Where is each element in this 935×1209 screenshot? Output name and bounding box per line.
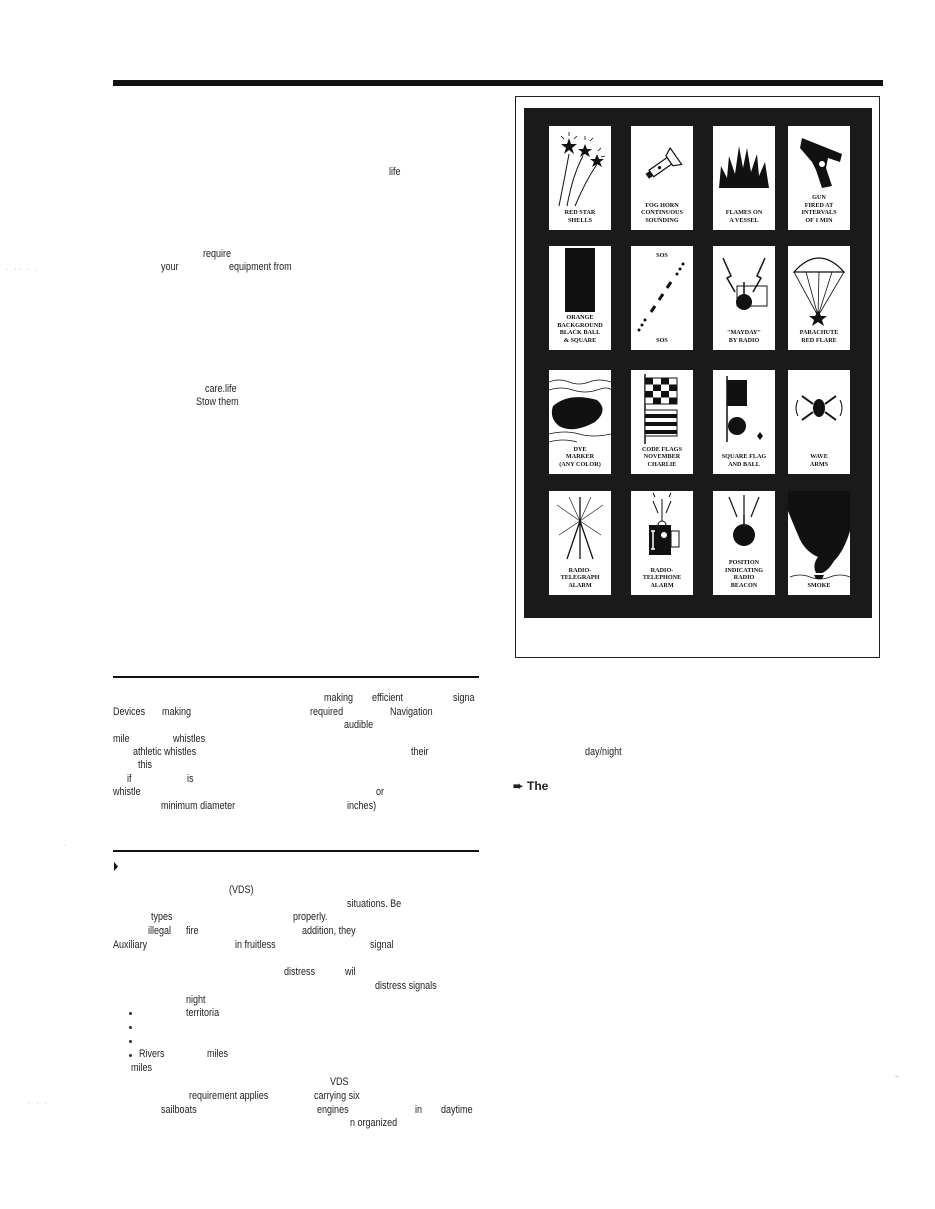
scan-speck: ~ xyxy=(895,1074,902,1081)
card-caption: RADIO- TELEPHONE ALARM xyxy=(642,566,682,589)
bullet xyxy=(129,1012,132,1015)
header-rule xyxy=(113,80,883,86)
card-wave-arms xyxy=(788,370,850,474)
text-fragment: illegal xyxy=(148,925,172,937)
text-fragment: distress signals xyxy=(375,980,437,992)
card-parachute-flare xyxy=(788,246,850,350)
text-fragment: wil xyxy=(345,966,356,978)
text-fragment: life xyxy=(389,166,401,178)
distress-signal-chart xyxy=(524,108,872,618)
text-fragment: mile xyxy=(113,733,130,745)
card-caption: FLAMES ON A VESSEL xyxy=(725,209,763,224)
card-caption: RADIO- TELEGRAPH ALARM xyxy=(560,566,600,589)
text-fragment: night xyxy=(186,994,206,1006)
text-fragment: your xyxy=(161,261,179,273)
smoke-icon xyxy=(788,491,850,595)
text-fragment: n organized xyxy=(350,1117,398,1129)
card-sos-light xyxy=(631,246,693,350)
card-dye-marker xyxy=(549,370,611,474)
bullet xyxy=(129,1026,132,1029)
text-fragment: carrying six xyxy=(314,1090,360,1102)
text-fragment: whistles xyxy=(173,733,206,745)
card-flames-on-vessel xyxy=(713,126,775,230)
text-fragment: signa xyxy=(453,692,475,704)
text-fragment: situations. Be xyxy=(347,898,402,910)
card-caption: "MAYDAY" BY RADIO xyxy=(727,329,761,344)
text-fragment: territoria xyxy=(186,1007,220,1019)
card-gun-fired xyxy=(788,126,850,230)
scan-speck: · · · xyxy=(28,1100,49,1107)
card-orange-background xyxy=(549,246,611,350)
scan-speck: · ·· · . xyxy=(6,266,40,273)
text-fragment: miles xyxy=(131,1062,153,1074)
text-fragment: (VDS) xyxy=(229,884,254,896)
text-fragment: types xyxy=(151,911,173,923)
text-fragment: athletic whistles xyxy=(133,746,197,758)
card-caption: SMOKE xyxy=(807,581,831,589)
text-fragment: care.life xyxy=(205,383,237,395)
text-fragment: Navigation xyxy=(390,706,433,718)
text-fragment: making xyxy=(162,706,192,718)
card-epirb xyxy=(713,491,775,595)
text-fragment: sailboats xyxy=(161,1104,197,1116)
card-caption: GUN FIRED AT INTERVALS OF 1 MIN xyxy=(801,194,837,224)
card-red-star-shells xyxy=(549,126,611,230)
text-fragment: Auxiliary xyxy=(113,939,148,951)
text-fragment: if xyxy=(127,773,132,785)
text-fragment: VDS xyxy=(330,1076,349,1088)
text-fragment: Devices xyxy=(113,706,146,718)
text-fragment: day/night xyxy=(585,746,622,758)
card-caption: CODE FLAGS NOVEMBER CHARLIE xyxy=(641,445,683,468)
text-fragment: require xyxy=(203,248,232,260)
text-fragment: equipment from xyxy=(229,261,292,273)
text-fragment: requirement applies xyxy=(189,1090,269,1102)
text-fragment: in xyxy=(415,1104,423,1116)
bullet xyxy=(129,1040,132,1043)
text-fragment: Stow them xyxy=(196,396,239,408)
card-fog-horn xyxy=(631,126,693,230)
text-fragment: their xyxy=(411,746,429,758)
text-fragment: audible xyxy=(344,719,374,731)
section-rule xyxy=(113,676,479,678)
text-fragment: addition, they xyxy=(302,925,356,937)
text-fragment: efficient xyxy=(372,692,403,704)
text-fragment: in fruitless xyxy=(235,939,276,951)
text-fragment: this xyxy=(138,759,153,771)
text-fragment: inches) xyxy=(347,800,377,812)
text-fragment: is xyxy=(187,773,194,785)
text-fragment: Rivers xyxy=(139,1048,165,1060)
card-caption: POSITION INDICATING RADIO BEACON xyxy=(724,559,764,589)
card-top-label: SOS xyxy=(656,252,668,259)
sos-signal-icon xyxy=(631,246,693,350)
text-fragment: fire xyxy=(186,925,199,937)
text-fragment: daytime xyxy=(441,1104,473,1116)
text-fragment: whistle xyxy=(113,786,141,798)
card-code-flags xyxy=(631,370,693,474)
card-caption: WAVE ARMS xyxy=(809,453,829,468)
text-fragment: engines xyxy=(317,1104,349,1116)
section-marker-icon xyxy=(114,862,118,871)
card-caption: FOG HORN CONTINUOUS SOUNDING xyxy=(641,201,683,224)
scan-speck: · xyxy=(64,842,69,849)
card-caption: RED STAR SHELLS xyxy=(564,209,596,224)
text-fragment: properly. xyxy=(293,911,328,923)
card-caption: DYE MARKER (ANY COLOR) xyxy=(559,445,601,468)
text-fragment: or xyxy=(376,786,385,798)
card-caption: SOS xyxy=(656,336,668,344)
bullet xyxy=(129,1054,132,1057)
card-radiotelegraph-alarm xyxy=(549,491,611,595)
card-smoke xyxy=(788,491,850,595)
text-fragment: signal xyxy=(370,939,394,951)
text-fragment: The xyxy=(527,779,549,793)
text-fragment: required xyxy=(310,706,344,718)
text-fragment: miles xyxy=(207,1048,229,1060)
card-radiotelephone-alarm xyxy=(631,491,693,595)
card-caption: SQUARE FLAG AND BALL xyxy=(721,453,767,468)
text-fragment: making xyxy=(324,692,354,704)
section-rule xyxy=(113,850,479,852)
card-square-flag-ball xyxy=(713,370,775,474)
card-mayday-radio xyxy=(713,246,775,350)
text-fragment: minimum diameter xyxy=(161,800,236,812)
text-fragment: distress xyxy=(284,966,316,978)
arrow-icon: ➨ xyxy=(513,779,524,793)
card-caption: PARACHUTE RED FLARE xyxy=(799,329,839,344)
card-caption: ORANGE BACKGROUND BLACK BALL & SQUARE xyxy=(557,314,603,344)
